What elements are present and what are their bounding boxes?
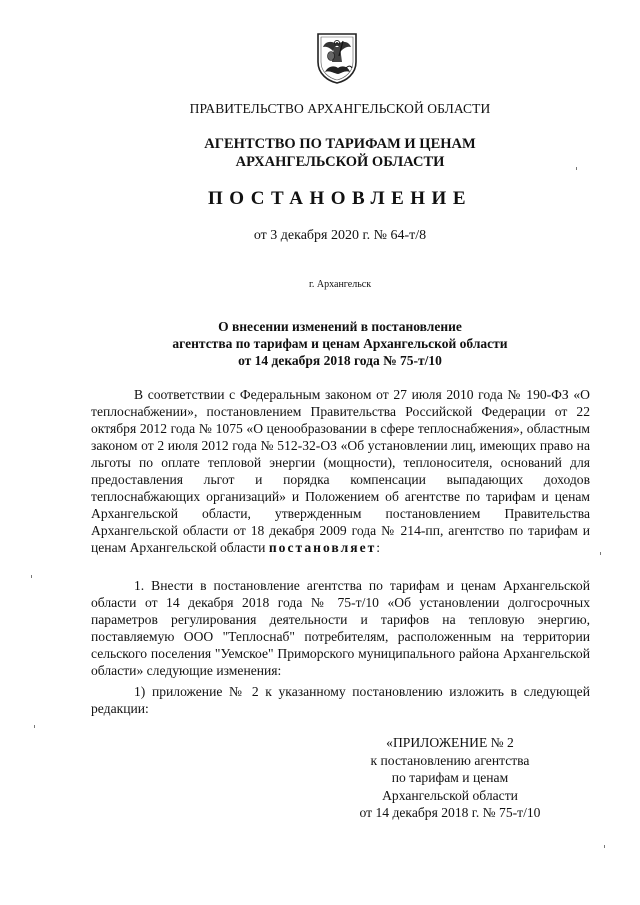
agency-title-line-1: АГЕНТСТВО ПО ТАРИФАМ И ЦЕНАМ [204, 136, 476, 152]
subject-line-3: от 14 декабря 2018 года № 75-т/10 [238, 353, 442, 368]
appendix-heading [330, 734, 570, 822]
scan-mark [600, 552, 601, 555]
appendix-line-1: «ПРИЛОЖЕНИЕ № 2 [386, 735, 514, 750]
agency-title-line-2: АРХАНГЕЛЬСКОЙ ОБЛАСТИ [235, 154, 445, 170]
scan-mark [604, 845, 605, 848]
preamble-paragraph [91, 386, 590, 556]
government-name: ПРАВИТЕЛЬСТВО АРХАНГЕЛЬСКОЙ ОБЛАСТИ [189, 101, 491, 116]
subject-line-1: О внесении изменений в постановление [218, 319, 462, 334]
document-subject [0, 318, 640, 369]
paragraph-subitem-1: 1) приложение № 2 к указанному постановлению изложить в следующей редакции: [91, 684, 590, 717]
paragraph-item-1: 1. Внести в постановление агентства по тарифам и ценам Архангельской области от 14 декабря 2018 года № 75-т/10 «Об установлении долгосрочных параметров регулирования деятельности и тарифов на тепловую энергию, поставляемую ООО "Теплоснаб" потребителям, расположенным на территории сельского поселения "Уемское" Приморского муниципального района Архангельской области» следующие изменения: [91, 578, 590, 679]
scan-mark [34, 725, 35, 728]
preamble-end: : [376, 540, 381, 556]
scan-mark [31, 575, 32, 578]
subject-line-2: агентства по тарифам и ценам Архангельской области [172, 336, 508, 351]
coat-of-arms-icon [316, 32, 358, 84]
scan-mark [576, 167, 577, 170]
city: г. Архангельск [308, 279, 372, 290]
appendix-line-5: от 14 декабря 2018 г. № 75-т/10 [359, 805, 541, 820]
appendix-line-4: Архангельской области [382, 787, 518, 803]
preamble-text: В соответствии с Федеральным законом от 27 июля 2010 года № 190-ФЗ «О теплоснабжении», постановлением Правительства Российской Федерации от 22 октября 2012 года № 1075 «О ценообразовании в сфере теплоснабжения», областным законом от 2 июля 2012 года № 512-32-ОЗ «Об установлении лиц, имеющих право на льготы по оплате тепловой энергии (мощности), теплоносителя, оснований для предоставления льгот и порядка компенсации выпадающих доходов теплоснабжающих организаций» и Положением об агентстве по тарифам и ценам Архангельской области, утвержденным постановлением Правительства Архангельской области от 18 декабря 2009 года № 214-пп, агентство по тарифам и ценам Архангельской области [91, 387, 590, 556]
appendix-line-2: к постановлению агентства [370, 752, 530, 768]
document-number-date: от 3 декабря 2020 г. № 64-т/8 [253, 228, 427, 243]
appendix-line-3: по тарифам и ценам [391, 770, 509, 785]
agency-title [0, 135, 640, 171]
resolves-keyword: постановляет [268, 540, 377, 556]
document-type: ПОСТАНОВЛЕНИЕ [207, 188, 473, 209]
